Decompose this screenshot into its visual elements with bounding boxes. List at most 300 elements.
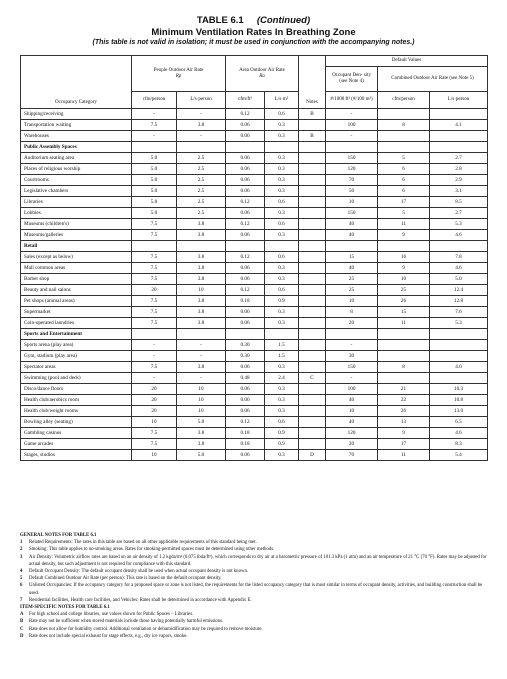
empty-cell — [132, 329, 177, 340]
row-value-cell: 3.8 — [177, 296, 226, 307]
row-value-cell: 0.9 — [265, 428, 299, 439]
table-row — [21, 197, 488, 208]
row-category-cell: Legislative chambers — [21, 186, 132, 197]
row-value-cell: 8.5 — [430, 197, 488, 208]
unit-density: #/1000 ft² (#/100 m²) — [326, 92, 378, 109]
table-row — [21, 120, 488, 131]
row-value-cell — [378, 373, 430, 384]
note-text: Default Combined Outdoor Air Rate (per person): This rate is based on the default occupant density. — [29, 576, 222, 582]
row-value-cell: 0.3 — [265, 175, 299, 186]
note-item — [20, 597, 487, 604]
empty-cell — [132, 142, 177, 153]
row-value-cell: 5.0 — [132, 208, 177, 219]
row-value-cell: 11 — [378, 219, 430, 230]
row-value-cell: 2.5 — [177, 175, 226, 186]
row-value-cell — [378, 340, 430, 351]
note-item — [20, 568, 487, 575]
section-heading: Sports and Entertainment — [21, 329, 132, 340]
note-text: Residential facilities, Health care facilities, and Vehicles: Rates shall be determined in accordance with Appendix E. — [29, 597, 252, 603]
section-heading: Public Assembly Spaces — [21, 142, 132, 153]
note-item — [20, 539, 487, 546]
row-category-cell: Mall common areas — [21, 263, 132, 274]
row-value-cell: 0.18 — [226, 428, 265, 439]
row-value-cell: 0.3 — [265, 120, 299, 131]
row-value-cell: 0.30 — [226, 351, 265, 362]
table-number: TABLE 6.1 — [196, 15, 244, 26]
row-value-cell: 25 — [378, 285, 430, 296]
table-row — [21, 219, 488, 230]
row-value-cell: 0.06 — [226, 307, 265, 318]
table-row — [21, 230, 488, 241]
row-value-cell: 11 — [378, 450, 430, 461]
table-heading — [0, 15, 507, 26]
row-value-cell — [299, 340, 326, 351]
row-value-cell — [430, 373, 488, 384]
row-value-cell: 0.48 — [226, 373, 265, 384]
row-value-cell: 3.8 — [177, 318, 226, 329]
unit-combined-cfm-person: cfm/person — [378, 92, 430, 109]
row-value-cell: 20 — [132, 384, 177, 395]
row-value-cell: 7.8 — [430, 252, 488, 263]
row-value-cell: 0.06 — [226, 450, 265, 461]
row-value-cell: 5.0 — [177, 417, 226, 428]
row-value-cell: 5.0 — [132, 197, 177, 208]
row-value-cell: 2.5 — [177, 197, 226, 208]
empty-cell — [430, 142, 488, 153]
row-value-cell: 5.4 — [430, 450, 488, 461]
col-header-people — [132, 56, 226, 92]
row-value-cell: 10 — [326, 406, 378, 417]
row-value-cell: 0.9 — [265, 439, 299, 450]
row-value-cell: 0.06 — [226, 263, 265, 274]
row-value-cell: 0.6 — [265, 417, 299, 428]
row-value-cell: 13.0 — [430, 406, 488, 417]
row-value-cell: - — [326, 373, 378, 384]
row-value-cell: 5.0 — [132, 186, 177, 197]
row-value-cell: 0.06 — [226, 131, 265, 142]
row-value-cell: 30 — [326, 351, 378, 362]
table-row — [21, 450, 488, 461]
area-rate-symbol: Ra — [259, 73, 265, 79]
row-value-cell: 3.8 — [177, 428, 226, 439]
row-value-cell: 0.18 — [226, 296, 265, 307]
empty-cell — [177, 241, 226, 252]
row-value-cell: 0.3 — [265, 318, 299, 329]
row-category-cell: Bowling alley (seating) — [21, 417, 132, 428]
note-text: Rate does not allow for humidity control. Additional ventilation or dehumidification may be required to remove moisture. — [29, 626, 263, 632]
row-value-cell — [299, 197, 326, 208]
row-value-cell: 3.8 — [177, 362, 226, 373]
empty-cell — [177, 329, 226, 340]
row-category-cell: Gym, stadium (play area) — [21, 351, 132, 362]
row-value-cell: 6 — [378, 186, 430, 197]
row-value-cell: 5.3 — [430, 219, 488, 230]
row-value-cell: 8.3 — [430, 439, 488, 450]
col-header-density: Occupant Den- sity (see Note 4) — [326, 67, 378, 92]
row-value-cell: 0.3 — [265, 362, 299, 373]
row-value-cell: 7.5 — [132, 120, 177, 131]
row-category-cell: Health club/weight rooms — [21, 406, 132, 417]
row-value-cell: 10 — [326, 296, 378, 307]
row-value-cell: 15 — [326, 252, 378, 263]
note-item — [20, 546, 487, 553]
item-notes-list — [20, 611, 487, 640]
note-item — [20, 575, 487, 582]
col-header-category: Occupancy Category — [21, 56, 132, 109]
empty-cell — [430, 329, 488, 340]
unit-cfm-person: cfm/person — [132, 92, 177, 109]
row-value-cell: 1.5 — [265, 351, 299, 362]
row-value-cell: 3.8 — [177, 252, 226, 263]
row-value-cell: 5.0 — [132, 164, 177, 175]
unit-cfm-ft2: cfm/ft² — [226, 92, 265, 109]
row-category-cell: Libraries — [21, 197, 132, 208]
row-category-cell: Disco/dance floors — [21, 384, 132, 395]
row-value-cell — [299, 230, 326, 241]
row-category-cell: Beauty and nail salons — [21, 285, 132, 296]
row-value-cell: 4.6 — [430, 263, 488, 274]
row-value-cell: 13 — [378, 417, 430, 428]
row-value-cell: 17 — [378, 439, 430, 450]
row-category-cell: Shipping/receiving — [21, 109, 132, 120]
row-category-cell: Museums/galleries — [21, 230, 132, 241]
table-row — [21, 274, 488, 285]
col-header-notes: Notes — [299, 56, 326, 109]
section-row — [21, 329, 488, 340]
row-value-cell: 0.06 — [226, 153, 265, 164]
row-value-cell: 0.3 — [265, 307, 299, 318]
row-value-cell: 100 — [326, 120, 378, 131]
row-category-cell: Gambling casinos — [21, 428, 132, 439]
note-key: 3 — [20, 554, 23, 560]
row-value-cell — [299, 406, 326, 417]
empty-cell — [226, 142, 265, 153]
row-value-cell — [299, 263, 326, 274]
table-row — [21, 263, 488, 274]
row-value-cell: 10 — [177, 384, 226, 395]
row-value-cell: 3.1 — [430, 186, 488, 197]
row-value-cell: 7.5 — [132, 439, 177, 450]
empty-cell — [430, 241, 488, 252]
note-key: 1 — [20, 540, 23, 546]
table-body — [21, 109, 488, 461]
row-value-cell: 5.0 — [177, 450, 226, 461]
row-value-cell: 0.12 — [226, 285, 265, 296]
table-row — [21, 208, 488, 219]
row-value-cell: 12.4 — [430, 285, 488, 296]
row-value-cell: 0.3 — [265, 450, 299, 461]
row-value-cell — [299, 417, 326, 428]
note-item — [20, 582, 487, 596]
table-row — [21, 296, 488, 307]
empty-cell — [378, 329, 430, 340]
row-value-cell: 7.5 — [132, 252, 177, 263]
row-value-cell: 12.8 — [430, 296, 488, 307]
row-value-cell — [430, 131, 488, 142]
row-category-cell: Stages, studios — [21, 450, 132, 461]
table-row — [21, 417, 488, 428]
row-value-cell: 100 — [326, 384, 378, 395]
row-category-cell: Transportation waiting — [21, 120, 132, 131]
table-row — [21, 340, 488, 351]
empty-cell — [265, 241, 299, 252]
row-category-cell: Supermarket — [21, 307, 132, 318]
note-text: Rate may not be sufficient when stored materials include those having potentially harmful emissions. — [29, 619, 224, 625]
note-key: 4 — [20, 569, 23, 575]
row-value-cell: 5.0 — [132, 175, 177, 186]
row-value-cell: 2.8 — [430, 164, 488, 175]
table-row — [21, 175, 488, 186]
table-title: Minimum Ventilation Rates In Breathing Zone — [151, 27, 356, 38]
note-text: Related Requirements: The rates in this table are based on all other applicable requirements of this standard being met. — [29, 540, 257, 546]
row-value-cell: 20 — [132, 285, 177, 296]
row-category-cell: Sports arena (play area) — [21, 340, 132, 351]
row-value-cell: - — [132, 340, 177, 351]
row-value-cell — [299, 252, 326, 263]
row-value-cell: 9 — [378, 230, 430, 241]
row-value-cell — [299, 307, 326, 318]
table-row — [21, 395, 488, 406]
row-value-cell: 10 — [177, 285, 226, 296]
row-value-cell: 0.06 — [226, 274, 265, 285]
row-category-cell: Spectator areas — [21, 362, 132, 373]
row-value-cell: - — [132, 109, 177, 120]
row-value-cell: 9 — [378, 263, 430, 274]
row-value-cell: 0.3 — [265, 153, 299, 164]
general-notes-title: GENERAL NOTES FOR TABLE 6.1 — [20, 533, 97, 538]
row-value-cell: 5.0 — [430, 274, 488, 285]
item-notes-title: ITEM-SPECIFIC NOTES FOR TABLE 6.1 — [20, 605, 110, 611]
row-value-cell: B — [299, 109, 326, 120]
note-text: For high school and college libraries, use values shown for Public Spaces – Libraries. — [29, 612, 194, 618]
row-value-cell: 0.3 — [265, 384, 299, 395]
row-category-cell: Lobbies — [21, 208, 132, 219]
note-key: 5 — [20, 576, 23, 582]
row-value-cell: 120 — [326, 428, 378, 439]
row-value-cell: 0.06 — [226, 164, 265, 175]
row-value-cell: 0.6 — [265, 197, 299, 208]
row-value-cell — [299, 219, 326, 230]
row-value-cell — [299, 164, 326, 175]
row-value-cell: 3.8 — [177, 263, 226, 274]
row-value-cell — [299, 384, 326, 395]
table-row — [21, 406, 488, 417]
row-value-cell — [299, 175, 326, 186]
row-value-cell: 2.5 — [177, 208, 226, 219]
note-text: Rate does not include special exhaust for stage effects, e.g., dry ice vapors, smoke. — [29, 633, 188, 639]
row-value-cell: 8 — [326, 307, 378, 318]
row-value-cell: 0.06 — [226, 362, 265, 373]
general-notes-list — [20, 539, 487, 604]
note-key: C — [20, 626, 24, 632]
row-category-cell: Swimming (pool and deck) — [21, 373, 132, 384]
row-value-cell — [299, 153, 326, 164]
empty-cell — [265, 142, 299, 153]
continued-label: (Continued) — [256, 15, 311, 26]
section-row — [21, 241, 488, 252]
row-value-cell: 5.3 — [430, 318, 488, 329]
unit-ls-person: L/s·person — [177, 92, 226, 109]
row-value-cell: 7.5 — [132, 307, 177, 318]
unit-combined-ls-person: L/s·person — [430, 92, 488, 109]
row-value-cell: 0.06 — [226, 175, 265, 186]
table-row — [21, 307, 488, 318]
row-value-cell — [299, 186, 326, 197]
row-value-cell: 11 — [378, 318, 430, 329]
row-category-cell: Warehouses — [21, 131, 132, 142]
row-value-cell: 15 — [378, 307, 430, 318]
row-value-cell — [299, 428, 326, 439]
people-rate-label: People Outdoor Air Rate — [153, 67, 204, 73]
row-value-cell: 7.6 — [430, 307, 488, 318]
empty-cell — [299, 142, 326, 153]
table-row — [21, 186, 488, 197]
notes-section — [20, 532, 487, 640]
row-category-cell: Museums (children's) — [21, 219, 132, 230]
row-value-cell — [378, 131, 430, 142]
row-value-cell: 2.5 — [177, 186, 226, 197]
table-row — [21, 285, 488, 296]
row-value-cell: - — [177, 373, 226, 384]
row-value-cell: 20 — [326, 439, 378, 450]
row-value-cell: 7.5 — [132, 219, 177, 230]
row-value-cell: 10 — [326, 197, 378, 208]
row-value-cell: 120 — [326, 164, 378, 175]
row-category-cell: Pet shops (animal areas) — [21, 296, 132, 307]
row-value-cell: - — [177, 131, 226, 142]
table-row — [21, 362, 488, 373]
empty-cell — [299, 241, 326, 252]
row-value-cell: 2.7 — [430, 153, 488, 164]
table-row — [21, 153, 488, 164]
row-value-cell: - — [132, 351, 177, 362]
row-value-cell: 0.6 — [265, 219, 299, 230]
row-category-cell: Auditorium seating area — [21, 153, 132, 164]
row-value-cell: - — [326, 340, 378, 351]
row-value-cell: 2.5 — [177, 164, 226, 175]
table-row — [21, 252, 488, 263]
row-value-cell: 40 — [326, 219, 378, 230]
row-value-cell: 4.1 — [430, 120, 488, 131]
row-value-cell: 7.5 — [132, 362, 177, 373]
row-category-cell: Barber shop — [21, 274, 132, 285]
row-value-cell: 5.0 — [132, 153, 177, 164]
empty-cell — [177, 142, 226, 153]
note-text: Default Occupant Density: The default occupant density shall be used when actual occupant density is not known. — [29, 569, 249, 575]
row-value-cell — [299, 208, 326, 219]
row-value-cell: 17 — [378, 197, 430, 208]
ventilation-table — [20, 55, 487, 461]
col-header-default-values: Default Values — [326, 56, 488, 67]
empty-cell — [326, 241, 378, 252]
row-value-cell: 40 — [326, 395, 378, 406]
row-value-cell: 0.3 — [265, 274, 299, 285]
row-value-cell — [299, 395, 326, 406]
row-value-cell: 20 — [132, 406, 177, 417]
row-value-cell: 7.5 — [132, 274, 177, 285]
row-category-cell: Game arcades — [21, 439, 132, 450]
row-value-cell: 0.06 — [226, 186, 265, 197]
row-value-cell: 3.8 — [177, 219, 226, 230]
row-value-cell: 3.8 — [177, 120, 226, 131]
table-row — [21, 109, 488, 120]
row-value-cell: 20 — [132, 395, 177, 406]
unit-ls-m2: L/s·m² — [265, 92, 299, 109]
row-value-cell: 0.3 — [265, 230, 299, 241]
note-key: B — [20, 619, 24, 625]
row-value-cell: C — [299, 373, 326, 384]
empty-cell — [299, 329, 326, 340]
note-item — [20, 554, 487, 568]
people-rate-symbol: Rp — [175, 73, 182, 79]
row-value-cell: 0.12 — [226, 109, 265, 120]
row-value-cell: 50 — [326, 186, 378, 197]
row-value-cell: 3.8 — [177, 274, 226, 285]
row-value-cell: 26 — [378, 406, 430, 417]
row-value-cell: 0.12 — [226, 417, 265, 428]
row-value-cell: 10 — [132, 417, 177, 428]
row-value-cell: - — [177, 109, 226, 120]
empty-cell — [378, 142, 430, 153]
row-value-cell: 10 — [132, 450, 177, 461]
note-key: 2 — [20, 547, 23, 553]
row-value-cell: 6 — [378, 164, 430, 175]
row-value-cell: 0.18 — [226, 439, 265, 450]
row-value-cell: 40 — [326, 230, 378, 241]
row-value-cell: 7.5 — [132, 263, 177, 274]
row-value-cell: 2.7 — [430, 208, 488, 219]
row-value-cell — [378, 351, 430, 362]
row-value-cell: 4.0 — [430, 362, 488, 373]
row-value-cell: - — [177, 340, 226, 351]
empty-cell — [132, 241, 177, 252]
empty-cell — [226, 241, 265, 252]
row-value-cell: 7.5 — [132, 428, 177, 439]
row-value-cell: 6 — [378, 175, 430, 186]
row-value-cell: 6.5 — [430, 417, 488, 428]
note-item — [20, 618, 487, 625]
row-value-cell — [299, 285, 326, 296]
table-row — [21, 439, 488, 450]
row-value-cell: 0.12 — [226, 219, 265, 230]
note-key: D — [20, 633, 24, 639]
row-value-cell: 7.5 — [132, 318, 177, 329]
row-value-cell: D — [299, 450, 326, 461]
row-value-cell: 7.5 — [132, 296, 177, 307]
section-heading: Retail — [21, 241, 132, 252]
row-value-cell: - — [326, 109, 378, 120]
row-value-cell: - — [177, 351, 226, 362]
row-value-cell: 0.3 — [265, 186, 299, 197]
row-value-cell — [430, 109, 488, 120]
row-value-cell: 10.8 — [430, 395, 488, 406]
row-value-cell — [299, 362, 326, 373]
row-category-cell: Courtrooms — [21, 175, 132, 186]
row-value-cell: 0.9 — [265, 296, 299, 307]
row-value-cell: 3.8 — [177, 439, 226, 450]
empty-cell — [226, 329, 265, 340]
empty-cell — [265, 329, 299, 340]
row-value-cell: 5 — [378, 153, 430, 164]
row-value-cell: - — [132, 373, 177, 384]
row-value-cell: 1.5 — [265, 340, 299, 351]
table-row — [21, 131, 488, 142]
table-row — [21, 318, 488, 329]
row-value-cell: 70 — [326, 175, 378, 186]
row-value-cell: 0.3 — [265, 164, 299, 175]
row-value-cell: 9 — [378, 428, 430, 439]
row-value-cell: 0.6 — [265, 252, 299, 263]
